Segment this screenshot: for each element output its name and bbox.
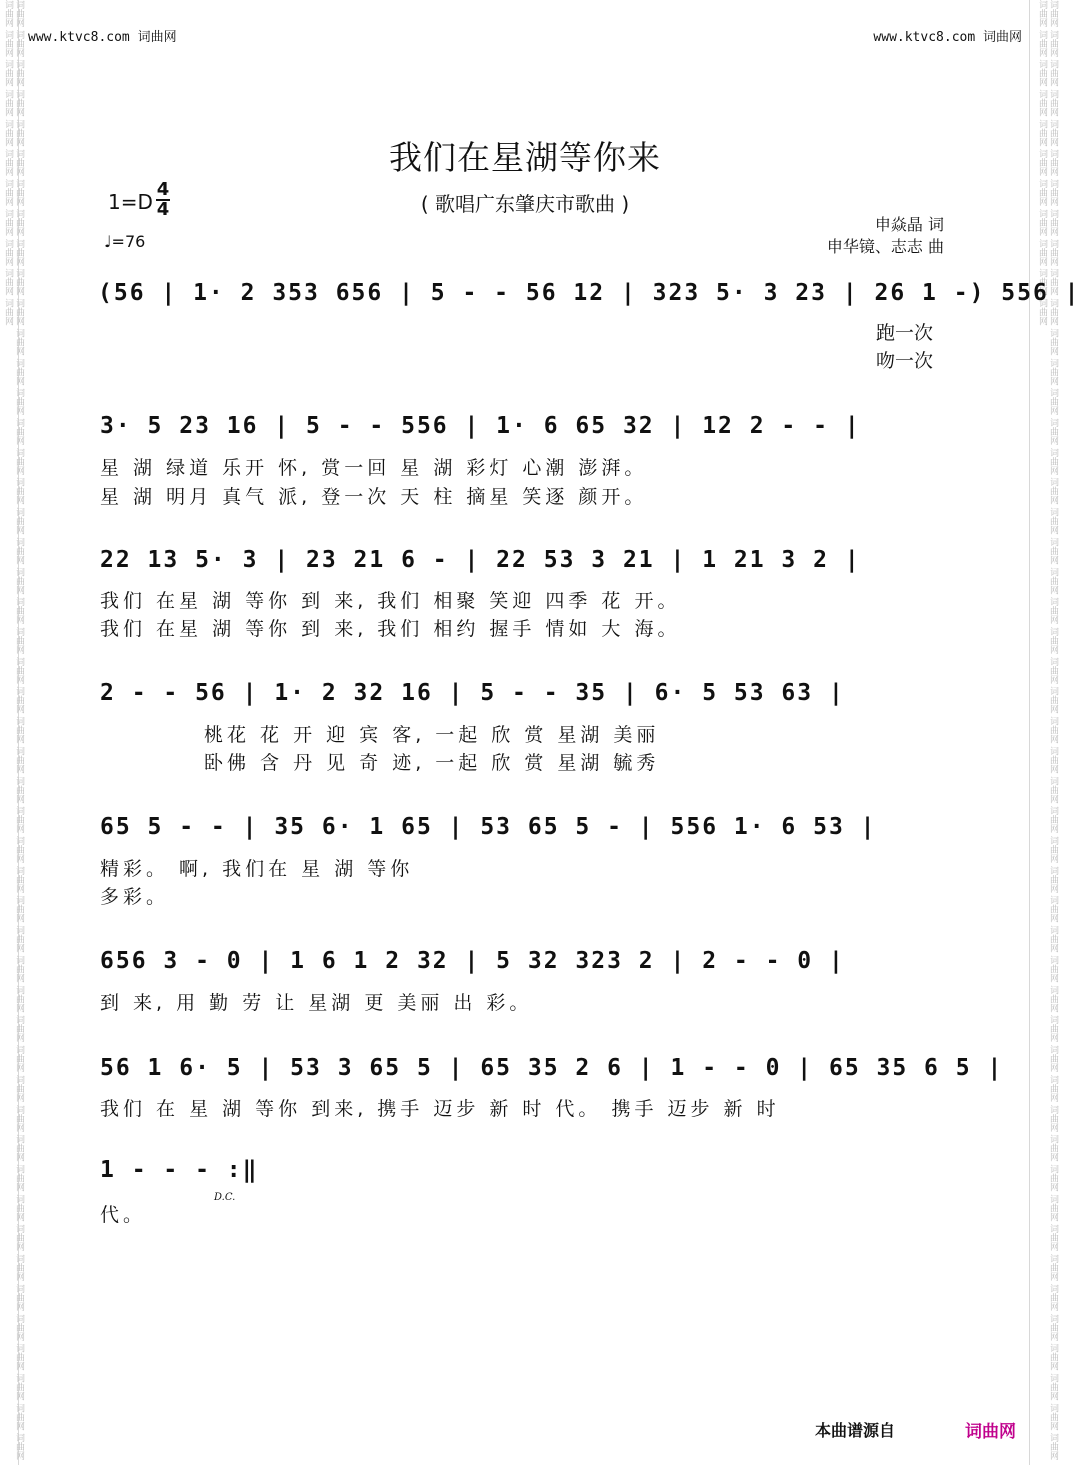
lyric-row-6-verse-1: 到 来, 用 勤 劳 让 星湖 更 美丽 出 彩。	[100, 992, 533, 1014]
score-row-3: 22 13 5· 3 | 23 21 6 - | 22 53 3 21 | 1 21 3 2 |	[100, 547, 861, 573]
lyric-row-2-verse-1: 星 湖 绿道 乐开 怀, 赏一回 星 湖 彩灯 心潮 澎湃。	[100, 457, 648, 479]
footer-source-label: 本曲谱源自	[815, 1421, 896, 1440]
score-row-2: 3· 5 23 16 | 5 - - 556 | 1· 6 65 32 | 12 2 - - |	[100, 413, 861, 439]
site-label-right[interactable]: www.ktvc8.com 词曲网	[873, 30, 1022, 45]
score-row-5: 65 5 - - | 35 6· 1 65 | 53 65 5 - | 556 1· 6 53 |	[100, 814, 877, 840]
quarter-note-icon: ♩	[104, 232, 112, 251]
lyric-row-5-verse-1: 精彩。 啊, 我们在 星 湖 等你	[100, 858, 414, 880]
song-subtitle: ( 歌唱广东肇庆市歌曲 )	[420, 192, 630, 216]
right-border-line	[1029, 0, 1030, 1465]
tempo-marking	[104, 232, 145, 251]
lyric-row-2-verse-2: 星 湖 明月 真气 派, 登一次 天 柱 摘星 笑逐 颜开。	[100, 486, 648, 508]
score-row-8: 1 - - - :‖	[100, 1157, 259, 1183]
composer-credit: 申华镜、志志 曲	[826, 237, 944, 256]
score-row-7: 56 1 6· 5 | 53 3 65 5 | 65 35 2 6 | 1 - - 0 | 65 35 6 5 |	[100, 1055, 1004, 1081]
lyric-row-8-verse-1: 代。	[100, 1204, 147, 1226]
score-row-1: (56 | 1· 2 353 656 | 5 - - 56 12 | 323 5· 3 23 | 26 1 -) 556 |	[98, 280, 1081, 306]
tempo-value: =76	[111, 232, 146, 251]
left-watermark-strip: 词曲网 词曲网 词曲网 词曲网 词曲网 词曲网 词曲网 词曲网 词曲网 词曲网 词曲网 词曲网 词曲网 词曲网 词曲网 词曲网 词曲网 词曲网 词曲网 词曲网 词曲网 词曲网 词曲网 词曲网 词曲网 词曲网 词曲网 词曲网 词曲网 词曲网 词曲网 词曲网 词曲网 词曲网 词曲网 词曲网 词曲网 词曲网 词曲网 词曲网 词曲网 词曲网 词曲网 词曲网 词曲网 词曲网 词曲网 词曲网 词曲网 词曲网 词曲网 词曲网 词曲网 词曲网 词曲网 词曲网 词曲网 词曲网 词曲网 词曲网	[3, 0, 24, 1461]
lyric-row-3-verse-1: 我们 在星 湖 等你 到 来, 我们 相聚 笑迎 四季 花 开。	[100, 590, 681, 612]
score-row-6: 656 3 - 0 | 1 6 1 2 32 | 5 32 323 2 | 2 - - 0 |	[100, 948, 845, 974]
footer-brand-link[interactable]: 词曲网	[965, 1422, 1016, 1442]
lyric-row-1-verse-1: 跑一次	[876, 322, 934, 344]
time-sig-bottom: 4	[156, 199, 170, 220]
lyric-row-4-verse-2: 卧佛 含 丹 见 奇 迹, 一起 欣 赏 星湖 毓秀	[204, 752, 660, 774]
lyric-row-1-verse-2: 吻一次	[876, 350, 934, 372]
lyric-row-7-verse-1: 我们 在 星 湖 等你 到来, 携手 迈步 新 时 代。 携手 迈步 新 时	[100, 1098, 780, 1120]
site-label-left[interactable]: www.ktvc8.com 词曲网	[28, 30, 177, 45]
song-title: 我们在星湖等你来	[389, 138, 661, 177]
key-signature: 1=D	[108, 190, 153, 214]
dc-marking: D.C.	[214, 1192, 236, 1203]
time-signature	[156, 181, 170, 219]
lyric-row-4-verse-1: 桃花 花 开 迎 宾 客, 一起 欣 赏 星湖 美丽	[204, 724, 660, 746]
lyric-row-5-verse-2: 多彩。	[100, 886, 170, 908]
lyricist-credit: 申焱晶 词	[874, 215, 944, 234]
time-sig-top: 4	[156, 179, 170, 200]
right-watermark-strip: 词曲网 词曲网 词曲网 词曲网 词曲网 词曲网 词曲网 词曲网 词曲网 词曲网 词曲网 词曲网 词曲网 词曲网 词曲网 词曲网 词曲网 词曲网 词曲网 词曲网 词曲网 词曲网 词曲网 词曲网 词曲网 词曲网 词曲网 词曲网 词曲网 词曲网 词曲网 词曲网 词曲网 词曲网 词曲网 词曲网 词曲网 词曲网 词曲网 词曲网 词曲网 词曲网 词曲网 词曲网 词曲网 词曲网 词曲网 词曲网 词曲网 词曲网 词曲网 词曲网 词曲网 词曲网 词曲网 词曲网 词曲网 词曲网 词曲网 词曲网	[1037, 0, 1058, 1461]
lyric-row-3-verse-2: 我们 在星 湖 等你 到 来, 我们 相约 握手 情如 大 海。	[100, 618, 681, 640]
score-row-4: 2 - - 56 | 1· 2 32 16 | 5 - - 35 | 6· 5 53 63 |	[100, 680, 845, 706]
